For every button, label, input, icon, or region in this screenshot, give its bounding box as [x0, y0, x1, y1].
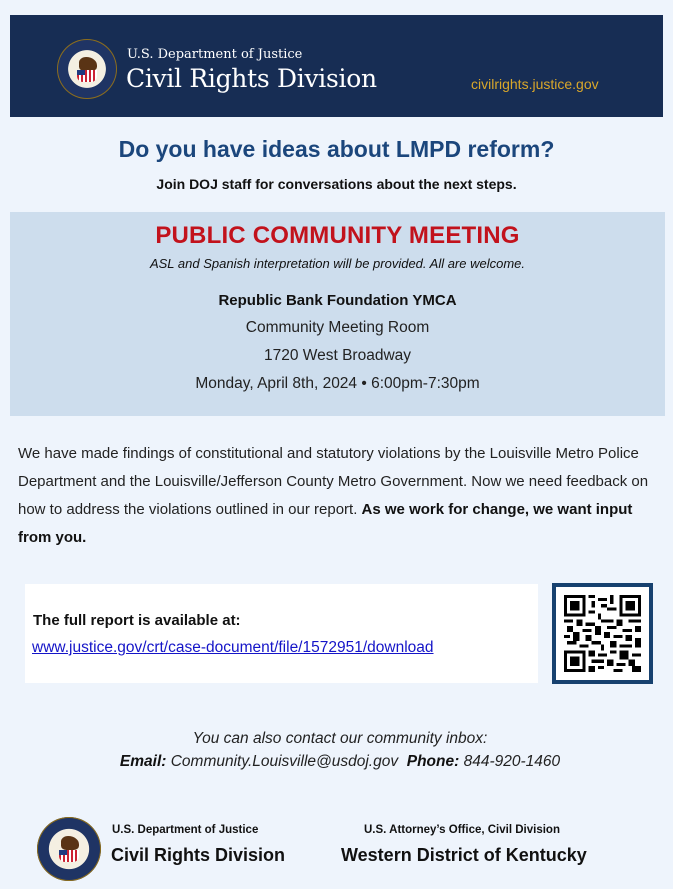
findings-paragraph [18, 440, 663, 552]
meeting-address: 1720 West Broadway [263, 347, 412, 364]
banner-division: Civil Rights Division [126, 64, 377, 93]
interpretation-note: ASL and Spanish interpretation will be provided. All are welcome. [149, 256, 526, 271]
findings-emphasis: As we work for change, we want input from you. [18, 501, 633, 546]
qr-pattern [564, 595, 641, 672]
meeting-room: Community Meeting Room [245, 319, 430, 336]
page-headline: Do you have ideas about LMPD reform? [118, 136, 555, 162]
doj-seal-icon [37, 817, 101, 881]
footer-attorney-office: U.S. Attorney’s Office, Civil Division [364, 824, 560, 836]
footer-division: Civil Rights Division [111, 845, 286, 865]
contact-intro: You can also contact our community inbox: [192, 730, 488, 747]
page-subheadline: Join DOJ staff for conversations about the next steps. [156, 176, 517, 192]
email-label: Email: [119, 753, 167, 770]
banner-department: U.S. Department of Justice [127, 47, 303, 62]
qr-code-icon[interactable] [552, 583, 653, 684]
report-link[interactable]: www.justice.gov/crt/case-document/file/1572951/download [32, 639, 434, 656]
eagle-glyph [79, 57, 97, 71]
shield-glyph [59, 850, 79, 862]
report-box [25, 584, 538, 683]
footer-department: U.S. Department of Justice [112, 824, 259, 836]
doj-seal-icon [57, 39, 117, 99]
shield-glyph [77, 70, 97, 82]
eagle-glyph [61, 836, 79, 850]
meeting-details-box [10, 212, 665, 416]
meeting-datetime: Monday, April 8th, 2024 • 6:00pm-7:30pm [195, 375, 480, 392]
contact-line [0, 753, 673, 771]
meeting-venue: Republic Bank Foundation YMCA [218, 292, 457, 309]
banner-website[interactable]: civilrights.justice.gov [471, 76, 599, 92]
phone-label: Phone: [406, 753, 460, 770]
findings-text: We have made findings of constitutional and statutory violations by the Louisville Metro Police Department and the Louisville/Jefferson County Metro Government. Now we need feedback on how to address the violations outlined in our report. [18, 445, 649, 518]
meeting-title: PUBLIC COMMUNITY MEETING [155, 222, 520, 249]
contact-email[interactable]: Community.Louisville@usdoj.gov [170, 753, 399, 770]
header-banner [10, 15, 663, 117]
contact-phone[interactable]: 844-920-1460 [463, 753, 561, 770]
footer-district: Western District of Kentucky [341, 845, 587, 865]
report-label: The full report is available at: [33, 612, 241, 629]
